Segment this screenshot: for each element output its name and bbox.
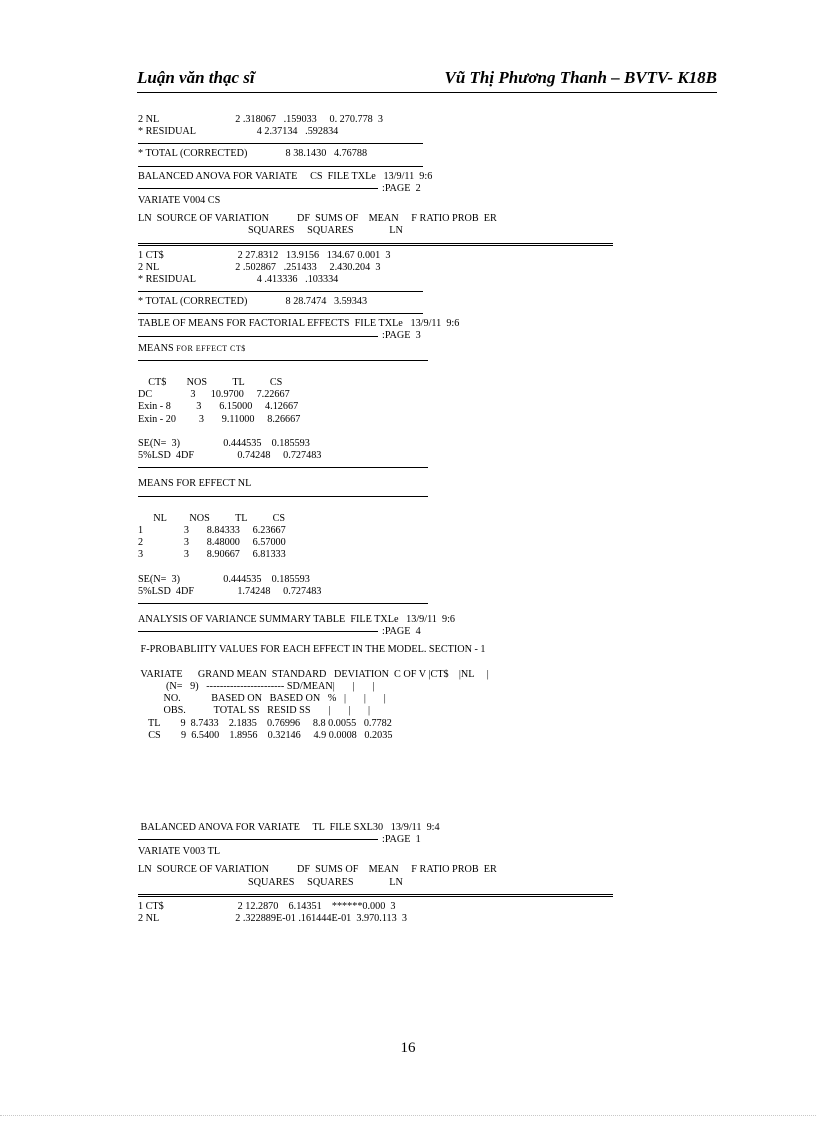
- printout-line: MEANS FOR EFFECT NL: [138, 478, 252, 490]
- printout-line: 2 NL 2 .318067 .159033 0. 270.778 3: [138, 114, 383, 125]
- table-row: SE(N= 3) 0.444535 0.185593: [138, 573, 310, 585]
- double-separator: [138, 894, 613, 897]
- table-header: CT$ NOS TL CS: [138, 377, 283, 388]
- printout-line: LN SOURCE OF VARIATION DF SUMS OF MEAN F RATIO PROB ER: [138, 213, 497, 225]
- printout-line: 1 CT$ 2 12.2870 6.14351 ******0.000 3: [138, 900, 396, 912]
- printout-line: [138, 343, 638, 355]
- separator: [138, 467, 428, 468]
- means-label: MEANS: [138, 342, 174, 354]
- table-row: Exin - 20 3 9.11000 8.26667: [138, 413, 301, 425]
- double-separator: [138, 243, 613, 246]
- printout-line: 2 NL 2 .502867 .251433 2.430.204 3: [138, 261, 381, 273]
- thesis-label: Luận văn thạc sĩ: [137, 68, 255, 87]
- printout-line: ANALYSIS OF VARIANCE SUMMARY TABLE FILE TXLe 13/9/11 9:6: [138, 614, 456, 625]
- separator: [138, 291, 423, 292]
- summary-header: OBS. TOTAL SS RESID SS | | |: [138, 705, 371, 717]
- table-row: 3 3 8.90667 6.81333: [138, 549, 286, 561]
- effect-label: FOR EFFECT CT$: [176, 343, 246, 353]
- printout-line: [138, 626, 638, 638]
- printout-line: * TOTAL (CORRECTED) 8 28.7474 3.59343: [138, 296, 368, 308]
- table-row: 2 3 8.48000 6.57000: [138, 537, 286, 549]
- footer-divider: [0, 1115, 816, 1116]
- summary-row: CS 9 6.5400 1.8956 0.32146 4.9 0.0008 0.2035: [138, 729, 393, 741]
- printout-line: BALANCED ANOVA FOR VARIATE CS FILE TXLe 13/9/11 9:6: [138, 170, 433, 182]
- page-marker: :PAGE 4: [382, 626, 421, 638]
- summary-header: NO. BASED ON BASED ON % | | |: [138, 693, 386, 705]
- table-row: DC 3 10.9700 7.22667: [138, 389, 290, 401]
- table-row: SE(N= 3) 0.444535 0.185593: [138, 437, 310, 449]
- author-label: Vũ Thị Phương Thanh – BVTV- K18B: [444, 68, 717, 87]
- table-row: Exin - 8 3 6.15000 4.12667: [138, 401, 299, 413]
- summary-row: TL 9 8.7433 2.1835 0.76996 8.8 0.0055 0.7782: [138, 717, 392, 729]
- table-header: NL NOS TL CS: [138, 512, 286, 524]
- printout-line: * RESIDUAL 4 2.37134 .592834: [138, 126, 339, 138]
- separator: [138, 603, 428, 604]
- summary-header: VARIATE GRAND MEAN STANDARD DEVIATION C OF V |CT$ |NL |: [138, 668, 489, 680]
- printout-line: [138, 330, 638, 342]
- page-number: 16: [400, 1040, 416, 1056]
- separator: [138, 143, 423, 144]
- separator: [138, 496, 428, 497]
- printout-line: VARIATE V003 TL: [138, 846, 221, 858]
- table-row: 1 3 8.84333 6.23667: [138, 524, 286, 536]
- printout-line: VARIATE V004 CS: [138, 194, 221, 206]
- anova-printout: [138, 114, 638, 925]
- page-marker: :PAGE 3: [382, 330, 421, 342]
- printout-line: 1 CT$ 2 27.8312 13.9156 134.67 0.001 3: [138, 249, 391, 261]
- printout-line: * TOTAL (CORRECTED) 8 38.1430 4.76788: [138, 148, 368, 160]
- summary-header: (N= 9) ----------------------- SD/MEAN| | |: [138, 680, 375, 692]
- printout-line: * RESIDUAL 4 .413336 .103334: [138, 273, 339, 285]
- separator: [138, 313, 423, 314]
- page-marker: :PAGE 2: [382, 182, 421, 194]
- printout-line: [138, 183, 638, 195]
- table-row: 5%LSD 4DF 1.74248 0.727483: [138, 585, 322, 597]
- table-row: 5%LSD 4DF 0.74248 0.727483: [138, 450, 322, 462]
- printout-line: [138, 834, 638, 846]
- printout-line: SQUARES SQUARES LN: [248, 225, 403, 237]
- page-header: [137, 68, 717, 93]
- printout-line: F-PROBABLIITY VALUES FOR EACH EFFECT IN THE MODEL. SECTION - 1: [138, 644, 486, 656]
- printout-line: SQUARES SQUARES LN: [248, 876, 403, 888]
- separator: [138, 166, 423, 167]
- separator: [138, 360, 428, 361]
- printout-line: BALANCED ANOVA FOR VARIATE TL FILE SXL30 13/9/11 9:4: [138, 821, 440, 833]
- printout-line: 2 NL 2 .322889E-01 .161444E-01 3.970.113 3: [138, 913, 407, 924]
- page-marker: :PAGE 1: [382, 834, 421, 846]
- printout-line: TABLE OF MEANS FOR FACTORIAL EFFECTS FILE TXLe 13/9/11 9:6: [138, 318, 460, 330]
- printout-line: LN SOURCE OF VARIATION DF SUMS OF MEAN F RATIO PROB ER: [138, 864, 497, 876]
